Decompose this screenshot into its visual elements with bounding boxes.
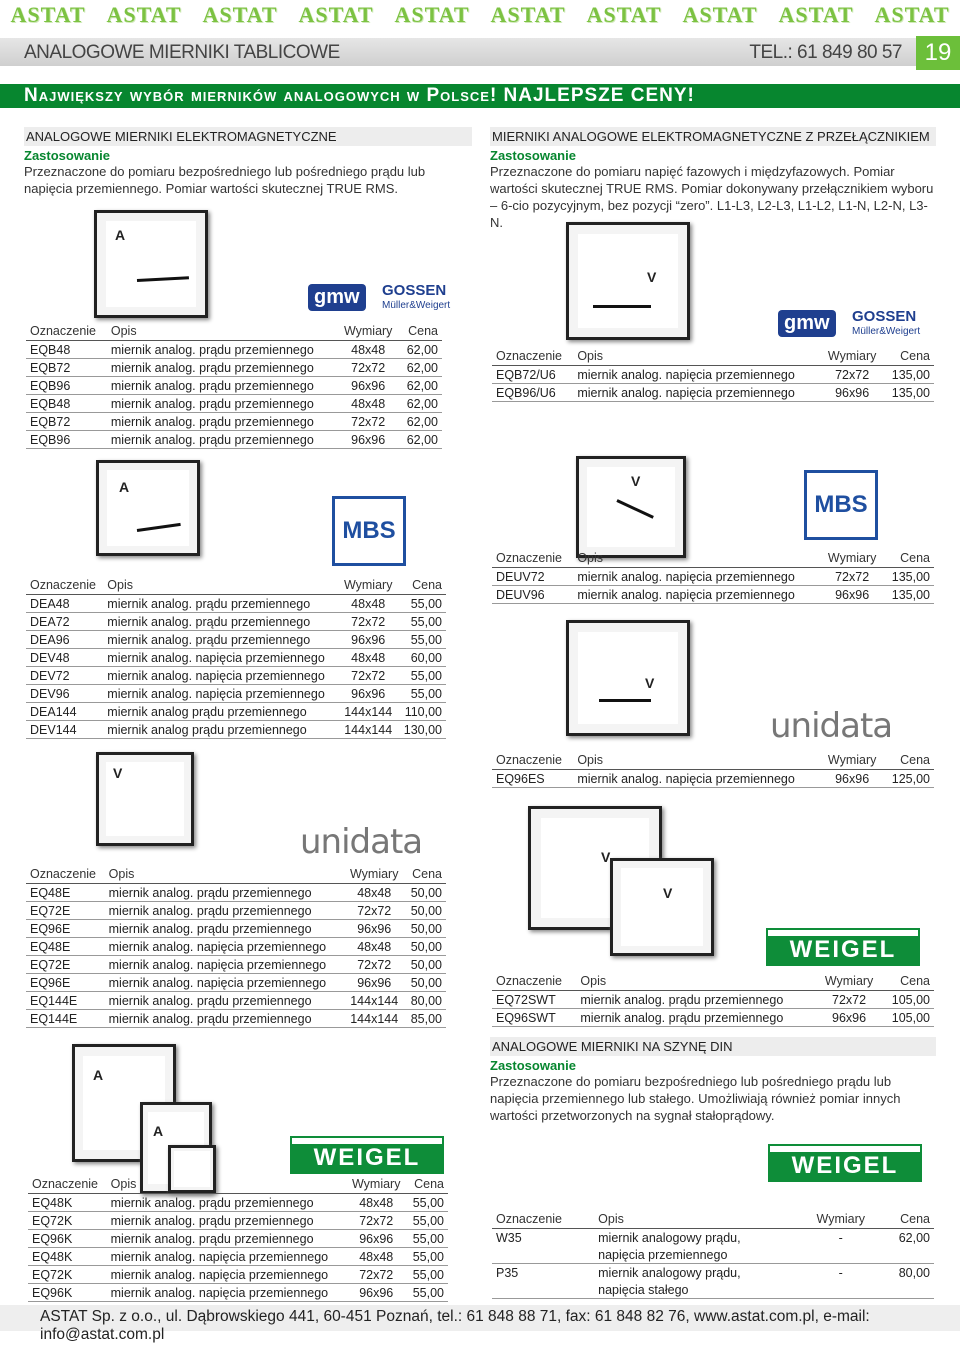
table-cell: 144x144 bbox=[344, 1010, 404, 1028]
table-cell: DEV96 bbox=[26, 685, 103, 703]
table-row bbox=[26, 956, 446, 974]
price-table-din bbox=[492, 1210, 934, 1299]
table-cell: 55,00 bbox=[406, 1212, 448, 1230]
table-cell: DEV48 bbox=[26, 649, 103, 667]
table-row bbox=[492, 586, 934, 604]
table-cell: miernik analog. napięcia przemiennego bbox=[105, 938, 345, 956]
weigel-logo: WEIGEL bbox=[768, 930, 918, 964]
page-header bbox=[0, 38, 960, 66]
table-cell bbox=[492, 1246, 594, 1264]
table-header-code: Oznaczenie bbox=[26, 322, 107, 341]
table-cell: - bbox=[838, 1230, 843, 1245]
brand-word: ASTAT bbox=[10, 2, 86, 27]
table-cell: miernik analog. prądu przemiennego bbox=[103, 613, 338, 631]
table-cell: 80,00 bbox=[404, 992, 446, 1010]
table-row bbox=[28, 1212, 448, 1230]
table-cell: miernik analog prądu przemiennego bbox=[103, 703, 338, 721]
table-cell: EQ48K bbox=[28, 1194, 107, 1212]
table-header-dim: Wymiary bbox=[821, 347, 883, 366]
table-row bbox=[26, 992, 446, 1010]
table-row bbox=[26, 595, 446, 613]
table-row bbox=[26, 613, 446, 631]
table-row bbox=[26, 667, 446, 685]
table-cell: miernik analog. napięcia przemiennego bbox=[103, 667, 338, 685]
table-cell: miernik analog. napięcia przemiennego bbox=[573, 568, 821, 586]
table-cell: miernik analog. prądu przemiennego bbox=[105, 884, 345, 902]
table-header-code: Oznaczenie bbox=[492, 972, 576, 991]
table-cell: miernik analogowy prądu, bbox=[598, 1265, 741, 1280]
table-cell: 72x72 bbox=[344, 956, 404, 974]
table-header-dim: Wymiary bbox=[337, 322, 399, 341]
table-cell: 55,00 bbox=[398, 667, 446, 685]
table-header-code: Oznaczenie bbox=[492, 751, 573, 770]
table-cell: miernik analog. napięcia przemiennego bbox=[107, 1266, 347, 1284]
table-cell: 72x72 bbox=[339, 613, 398, 631]
table-cell: 96x96 bbox=[344, 920, 404, 938]
table-row bbox=[492, 568, 934, 586]
table-cell: 72x72 bbox=[817, 991, 881, 1009]
table-cell: 72x72 bbox=[339, 667, 398, 685]
table-cell: miernik analog. prądu przemiennego bbox=[105, 992, 345, 1010]
brand-word: ASTAT bbox=[202, 2, 278, 27]
table-row bbox=[492, 1009, 934, 1027]
weigel-logo: WEIGEL bbox=[770, 1146, 920, 1180]
table-row bbox=[26, 341, 442, 359]
table-cell: EQB96 bbox=[26, 377, 107, 395]
table-header-price: Cena bbox=[399, 322, 442, 341]
table-cell: W35 bbox=[496, 1230, 522, 1245]
table-cell: miernik analog. prądu przemiennego bbox=[103, 595, 338, 613]
table-header-price: Cena bbox=[883, 549, 934, 568]
table-cell bbox=[492, 1281, 594, 1299]
table-cell: miernik analog prądu przemiennego bbox=[103, 721, 338, 739]
table-cell: 48x48 bbox=[337, 341, 399, 359]
table-cell: 48x48 bbox=[344, 938, 404, 956]
brand-word: ASTAT bbox=[394, 2, 470, 27]
section-title: ANALOGOWE MIERNIKI NA SZYNĘ DIN bbox=[490, 1037, 936, 1056]
table-row bbox=[28, 1230, 448, 1248]
table-header-code: Oznaczenie bbox=[26, 576, 103, 595]
page-title: ANALOGOWE MIERNIKI TABLICOWE bbox=[24, 42, 340, 63]
table-row bbox=[492, 770, 934, 788]
table-row bbox=[26, 431, 442, 449]
table-cell: 130,00 bbox=[398, 721, 446, 739]
table-cell: 62,00 bbox=[399, 359, 442, 377]
section-din bbox=[490, 1037, 936, 1124]
brand-word: ASTAT bbox=[106, 2, 182, 27]
table-cell: EQ48E bbox=[26, 938, 105, 956]
table-header-dim: Wymiary bbox=[344, 865, 404, 884]
table-row bbox=[492, 384, 934, 402]
table-row bbox=[26, 685, 446, 703]
table-row bbox=[28, 1248, 448, 1266]
table-cell: miernik analog. prądu przemiennego bbox=[105, 920, 345, 938]
table-cell: EQB48 bbox=[26, 395, 107, 413]
table-header-price: Cena bbox=[398, 576, 446, 595]
price-table-eqe bbox=[26, 865, 446, 1028]
table-cell: 96x96 bbox=[337, 377, 399, 395]
table-header-dim: Wymiary bbox=[802, 1210, 880, 1229]
section-description: Przeznaczone do pomiaru bezpośredniego lub pośredniego prądu lub napięcia przemiennego. Pomiar wartości skutecznej TRUE RMS. bbox=[24, 164, 426, 196]
brand-word: ASTAT bbox=[682, 2, 758, 27]
table-cell: EQB72 bbox=[26, 413, 107, 431]
table-cell: 50,00 bbox=[404, 938, 446, 956]
table-cell: miernik analog. napięcia przemiennego bbox=[103, 685, 338, 703]
table-header-desc: Opis bbox=[594, 1210, 802, 1229]
table-cell: miernik analog. prądu przemiennego bbox=[105, 902, 345, 920]
table-header-price: Cena bbox=[404, 865, 446, 884]
table-cell: miernik analog. napięcia przemiennego bbox=[573, 770, 821, 788]
table-cell: 135,00 bbox=[883, 366, 934, 384]
section-electromagnetic bbox=[24, 127, 472, 197]
table-row bbox=[26, 413, 442, 431]
price-table-eqbu bbox=[492, 347, 934, 402]
table-cell: 85,00 bbox=[404, 1010, 446, 1028]
table-header-desc: Opis bbox=[107, 322, 337, 341]
table-row bbox=[28, 1266, 448, 1284]
table-cell: 55,00 bbox=[406, 1248, 448, 1266]
table-header-desc: Opis bbox=[107, 1175, 347, 1194]
table-cell: 72x72 bbox=[346, 1266, 406, 1284]
unidata-logo: unidata bbox=[770, 706, 893, 746]
meter-voltmeter-image: V bbox=[576, 456, 686, 558]
table-cell: 96x96 bbox=[821, 384, 883, 402]
table-cell: 48x48 bbox=[339, 649, 398, 667]
table-header-dim: Wymiary bbox=[346, 1175, 406, 1194]
table-row bbox=[28, 1284, 448, 1302]
table-cell: EQ48K bbox=[28, 1248, 107, 1266]
table-header-desc: Opis bbox=[103, 576, 338, 595]
meter-ammeter-medium-image: A bbox=[140, 1102, 212, 1194]
table-cell: DEA144 bbox=[26, 703, 103, 721]
table-cell: 50,00 bbox=[404, 956, 446, 974]
slogan: Największy wybór mierników analogowych w Polsce! NAJLEPSZE CENY! bbox=[24, 85, 695, 106]
table-cell: miernik analog. prądu przemiennego bbox=[107, 1194, 347, 1212]
table-header-dim: Wymiary bbox=[821, 751, 883, 770]
table-header-code: Oznaczenie bbox=[26, 865, 105, 884]
table-row bbox=[492, 1281, 934, 1299]
table-cell: 72x72 bbox=[821, 366, 883, 384]
table-cell: miernik analog. napięcia przemiennego bbox=[107, 1284, 347, 1302]
footer-contact: ASTAT Sp. z o.o., ul. Dąbrowskiego 441, 60-451 Poznań, tel.: 61 848 88 71, fax: 61 848 82 76, www.astat.com.pl, e-mail: info@astat.com.pl bbox=[40, 1308, 870, 1343]
table-cell: 50,00 bbox=[404, 884, 446, 902]
table-header-dim: Wymiary bbox=[821, 549, 883, 568]
meter-ammeter-image: A bbox=[96, 460, 200, 556]
table-cell: DEV72 bbox=[26, 667, 103, 685]
table-row bbox=[492, 991, 934, 1009]
table-cell: 105,00 bbox=[881, 1009, 934, 1027]
table-cell: DEA96 bbox=[26, 631, 103, 649]
page-number: 19 bbox=[916, 36, 960, 70]
table-cell: miernik analog. napięcia przemiennego bbox=[107, 1248, 347, 1266]
table-row bbox=[26, 649, 446, 667]
section-subtitle: Zastosowanie bbox=[490, 1058, 576, 1073]
table-cell: 96x96 bbox=[821, 770, 883, 788]
table-cell: 62,00 bbox=[898, 1230, 930, 1245]
meter-voltmeter-large-image: V bbox=[528, 806, 662, 930]
table-cell bbox=[880, 1281, 934, 1299]
table-cell: 135,00 bbox=[883, 384, 934, 402]
table-cell: 105,00 bbox=[881, 991, 934, 1009]
meter-voltmeter-image: V bbox=[96, 752, 194, 846]
table-cell: EQB72 bbox=[26, 359, 107, 377]
table-cell: EQ48E bbox=[26, 884, 105, 902]
table-cell bbox=[880, 1246, 934, 1264]
gossen-logo: gmw GOSSEN Müller&Weigert bbox=[760, 288, 920, 340]
table-header-price: Cena bbox=[880, 1210, 934, 1229]
table-cell: 96x96 bbox=[337, 431, 399, 449]
weigel-logo: WEIGEL bbox=[292, 1138, 442, 1172]
table-cell: DEUV72 bbox=[492, 568, 573, 586]
section-title: MIERNIKI ANALOGOWE ELEKTROMAGNETYCZNE Z PRZEŁĄCZNIKIEM bbox=[490, 127, 936, 146]
top-brand-band bbox=[0, 0, 960, 30]
table-row bbox=[26, 631, 446, 649]
table-row bbox=[26, 938, 446, 956]
table-cell: 62,00 bbox=[399, 341, 442, 359]
table-row bbox=[492, 366, 934, 384]
table-cell: 48x48 bbox=[346, 1248, 406, 1266]
meter-voltmeter-switch-image: V bbox=[566, 620, 690, 736]
table-cell: 72x72 bbox=[346, 1212, 406, 1230]
table-cell: EQ144E bbox=[26, 1010, 105, 1028]
table-cell: 55,00 bbox=[406, 1284, 448, 1302]
table-cell: DEA48 bbox=[26, 595, 103, 613]
section-subtitle: Zastosowanie bbox=[490, 148, 576, 163]
table-header-price: Cena bbox=[881, 972, 934, 991]
table-cell: 96x96 bbox=[817, 1009, 881, 1027]
table-header-code: Oznaczenie bbox=[492, 1210, 594, 1229]
table-cell: 55,00 bbox=[406, 1266, 448, 1284]
price-table-swt bbox=[492, 972, 934, 1027]
table-row bbox=[492, 1229, 934, 1247]
table-row bbox=[26, 703, 446, 721]
table-header-code: Oznaczenie bbox=[492, 549, 573, 568]
table-cell: 96x96 bbox=[339, 631, 398, 649]
section-switch bbox=[490, 127, 936, 231]
table-cell: 110,00 bbox=[398, 703, 446, 721]
brand-word: ASTAT bbox=[490, 2, 566, 27]
table-cell: DEA72 bbox=[26, 613, 103, 631]
table-header-desc: Opis bbox=[573, 549, 821, 568]
table-cell: miernik analog. prądu przemiennego bbox=[576, 991, 816, 1009]
table-cell: 144x144 bbox=[339, 703, 398, 721]
table-cell bbox=[802, 1246, 880, 1264]
price-table-eqb bbox=[26, 322, 442, 449]
table-cell: 62,00 bbox=[399, 431, 442, 449]
table-header-dim: Wymiary bbox=[339, 576, 398, 595]
price-table-deuv bbox=[492, 549, 934, 604]
table-cell: 96x96 bbox=[346, 1284, 406, 1302]
table-cell: miernik analog. prądu przemiennego bbox=[576, 1009, 816, 1027]
table-cell: P35 bbox=[496, 1265, 519, 1280]
gossen-logo: gmw GOSSEN Müller&Weigert bbox=[290, 262, 450, 314]
table-cell: miernik analog. napięcia przemiennego bbox=[573, 586, 821, 604]
meter-ammeter-large-image: A bbox=[72, 1044, 176, 1162]
table-cell: EQB96/U6 bbox=[492, 384, 573, 402]
table-cell: miernik analog. prądu przemiennego bbox=[107, 377, 337, 395]
table-cell: 55,00 bbox=[406, 1230, 448, 1248]
table-cell: 55,00 bbox=[406, 1194, 448, 1212]
table-cell: miernik analog. prądu przemiennego bbox=[107, 1212, 347, 1230]
price-table-dea bbox=[26, 576, 446, 739]
price-table-eqk bbox=[28, 1175, 448, 1302]
table-cell: EQB48 bbox=[26, 341, 107, 359]
table-cell: 96x96 bbox=[346, 1230, 406, 1248]
section-subtitle: Zastosowanie bbox=[24, 148, 110, 163]
mbs-logo: MBS bbox=[804, 470, 878, 540]
table-cell: DEUV96 bbox=[492, 586, 573, 604]
table-cell: EQ144E bbox=[26, 992, 105, 1010]
table-row bbox=[26, 884, 446, 902]
table-cell: 72x72 bbox=[337, 413, 399, 431]
table-header-price: Cena bbox=[883, 347, 934, 366]
table-cell: 48x48 bbox=[339, 595, 398, 613]
table-cell: - bbox=[838, 1265, 843, 1280]
table-row bbox=[26, 974, 446, 992]
table-cell: miernik analog. napięcia przemiennego bbox=[105, 974, 345, 992]
table-cell: 60,00 bbox=[398, 649, 446, 667]
table-cell: 96x96 bbox=[821, 586, 883, 604]
table-cell: EQ96E bbox=[26, 920, 105, 938]
table-cell: 96x96 bbox=[344, 974, 404, 992]
table-cell: 55,00 bbox=[398, 685, 446, 703]
table-cell: 50,00 bbox=[404, 974, 446, 992]
table-cell: 48x48 bbox=[344, 884, 404, 902]
table-cell: 62,00 bbox=[399, 395, 442, 413]
table-cell: 50,00 bbox=[404, 920, 446, 938]
table-cell: 55,00 bbox=[398, 613, 446, 631]
table-cell: EQ72K bbox=[28, 1212, 107, 1230]
table-cell: EQ96ES bbox=[492, 770, 573, 788]
table-header-code: Oznaczenie bbox=[28, 1175, 107, 1194]
table-cell: EQB72/U6 bbox=[492, 366, 573, 384]
table-cell: miernik analog. napięcia przemiennego bbox=[105, 956, 345, 974]
meter-voltmeter-small-image: V bbox=[610, 858, 714, 956]
table-row bbox=[492, 1246, 934, 1264]
table-cell: EQ96SWT bbox=[492, 1009, 576, 1027]
table-row bbox=[26, 359, 442, 377]
table-cell: miernik analog. prądu przemiennego bbox=[107, 413, 337, 431]
table-cell: napięcia przemiennego bbox=[594, 1246, 802, 1264]
table-row bbox=[26, 721, 446, 739]
table-cell: EQ72E bbox=[26, 956, 105, 974]
slogan-bar bbox=[0, 84, 960, 108]
header-phone: TEL.: 61 849 80 57 bbox=[749, 42, 902, 63]
table-cell: 135,00 bbox=[883, 586, 934, 604]
section-description: Przeznaczone do pomiaru bezpośredniego lub pośredniego prądu lub napięcia przemiennego lub stałego. Umożliwiają również pomiar innych wartości przetworzonych na sygnał stałoprądowy. bbox=[490, 1074, 901, 1123]
table-cell: 55,00 bbox=[398, 631, 446, 649]
table-cell: 48x48 bbox=[337, 395, 399, 413]
table-row bbox=[492, 1264, 934, 1282]
table-cell: EQ72SWT bbox=[492, 991, 576, 1009]
table-cell: 96x96 bbox=[339, 685, 398, 703]
table-cell: EQ72E bbox=[26, 902, 105, 920]
unidata-logo: unidata bbox=[300, 822, 423, 862]
table-cell: 72x72 bbox=[344, 902, 404, 920]
table-cell: 50,00 bbox=[404, 902, 446, 920]
table-header-desc: Opis bbox=[573, 751, 821, 770]
table-cell: miernik analog. prądu przemiennego bbox=[107, 1230, 347, 1248]
table-row bbox=[26, 902, 446, 920]
footer bbox=[0, 1305, 960, 1343]
brand-word: ASTAT bbox=[298, 2, 374, 27]
table-cell: EQ96K bbox=[28, 1230, 107, 1248]
brand-word: ASTAT bbox=[778, 2, 854, 27]
price-table-eq96es bbox=[492, 751, 934, 788]
table-cell: 55,00 bbox=[398, 595, 446, 613]
table-cell: 62,00 bbox=[399, 377, 442, 395]
table-cell: EQB96 bbox=[26, 431, 107, 449]
table-header-price: Cena bbox=[406, 1175, 448, 1194]
table-cell: 72x72 bbox=[821, 568, 883, 586]
meter-ammeter-image: A bbox=[94, 210, 208, 318]
table-cell bbox=[802, 1281, 880, 1299]
table-header-dim: Wymiary bbox=[817, 972, 881, 991]
table-cell: napięcia stałego bbox=[594, 1281, 802, 1299]
table-cell: 72x72 bbox=[337, 359, 399, 377]
table-cell: EQ96K bbox=[28, 1284, 107, 1302]
table-cell: 135,00 bbox=[883, 568, 934, 586]
table-header-desc: Opis bbox=[105, 865, 345, 884]
table-cell: EQ72K bbox=[28, 1266, 107, 1284]
mbs-logo: MBS bbox=[332, 496, 406, 566]
table-cell: miernik analog. napięcia przemiennego bbox=[573, 366, 821, 384]
table-cell: 125,00 bbox=[883, 770, 934, 788]
table-cell: miernik analog. prądu przemiennego bbox=[107, 431, 337, 449]
table-cell: miernik analog. prądu przemiennego bbox=[107, 359, 337, 377]
table-header-desc: Opis bbox=[573, 347, 821, 366]
table-cell: miernik analog. prądu przemiennego bbox=[105, 1010, 345, 1028]
table-cell: 144x144 bbox=[339, 721, 398, 739]
table-cell: miernik analog. prądu przemiennego bbox=[103, 631, 338, 649]
table-cell: miernik analogowy prądu, bbox=[598, 1230, 741, 1245]
table-row bbox=[26, 377, 442, 395]
table-cell: 144x144 bbox=[344, 992, 404, 1010]
meter-voltmeter-switch-image: V bbox=[566, 222, 690, 340]
table-row bbox=[26, 920, 446, 938]
table-row bbox=[26, 395, 442, 413]
table-cell: miernik analog. prądu przemiennego bbox=[107, 395, 337, 413]
section-title: ANALOGOWE MIERNIKI ELEKTROMAGNETYCZNE bbox=[24, 127, 472, 146]
brand-word: ASTAT bbox=[874, 2, 950, 27]
table-cell: DEV144 bbox=[26, 721, 103, 739]
table-header-code: Oznaczenie bbox=[492, 347, 573, 366]
section-description: Przeznaczone do pomiaru napięć fazowych i międzyfazowych. Pomiar wartości skutecznej TRUE RMS. Pomiar dokonywany przełącznikiem wyboru – 6-cio pozycyjnym, bez pozycji “zero”. L1-L3, L2-L3, L1-L2, L1-N, L2-N, L3-N. bbox=[490, 164, 934, 230]
table-header-price: Cena bbox=[883, 751, 934, 770]
table-cell: 80,00 bbox=[898, 1265, 930, 1280]
table-header-desc: Opis bbox=[576, 972, 816, 991]
table-row bbox=[26, 1010, 446, 1028]
table-row bbox=[28, 1194, 448, 1212]
table-cell: 62,00 bbox=[399, 413, 442, 431]
table-cell: EQ96E bbox=[26, 974, 105, 992]
brand-word: ASTAT bbox=[586, 2, 662, 27]
table-cell: miernik analog. napięcia przemiennego bbox=[573, 384, 821, 402]
table-cell: miernik analog. napięcia przemiennego bbox=[103, 649, 338, 667]
table-cell: 48x48 bbox=[346, 1194, 406, 1212]
table-cell: miernik analog. prądu przemiennego bbox=[107, 341, 337, 359]
